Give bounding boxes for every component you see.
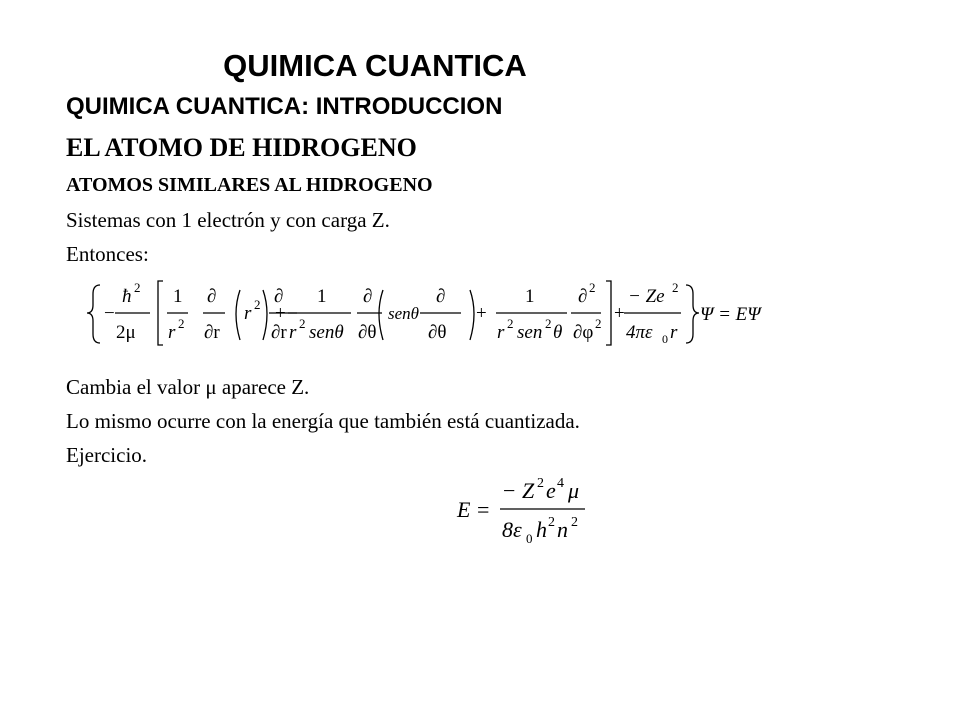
svg-text:−: − xyxy=(104,303,115,324)
svg-text:2: 2 xyxy=(507,316,514,331)
svg-text:+: + xyxy=(275,303,286,324)
paragraph-electron-charge: Sistemas con 1 electrón y con carga Z. xyxy=(66,208,390,232)
slide-subtitle: QUIMICA CUANTICA: INTRODUCCION xyxy=(66,93,503,120)
svg-text:2: 2 xyxy=(545,316,552,331)
svg-text:2: 2 xyxy=(299,316,306,331)
svg-text:∂r: ∂r xyxy=(204,322,220,343)
svg-text:senθ: senθ xyxy=(309,322,344,343)
svg-text:1: 1 xyxy=(317,286,327,307)
svg-text:4: 4 xyxy=(557,476,564,491)
svg-text:∂: ∂ xyxy=(207,286,217,307)
slide-title: QUIMICA CUANTICA xyxy=(223,48,527,83)
svg-text:e: e xyxy=(546,478,556,503)
svg-text:2: 2 xyxy=(178,316,185,331)
svg-text:∂: ∂ xyxy=(436,286,446,307)
svg-text:r: r xyxy=(244,303,252,324)
svg-text:0: 0 xyxy=(662,332,668,346)
svg-text:∂: ∂ xyxy=(363,286,373,307)
svg-text:senθ: senθ xyxy=(388,304,420,323)
svg-text:μ: μ xyxy=(568,478,580,503)
svg-text:∂θ: ∂θ xyxy=(358,322,377,343)
svg-text:0: 0 xyxy=(526,531,533,546)
svg-text:1: 1 xyxy=(173,286,183,307)
svg-text:+: + xyxy=(614,303,625,324)
svg-text:E: E xyxy=(457,497,471,522)
svg-text:h: h xyxy=(536,517,547,542)
svg-text:r: r xyxy=(497,322,505,343)
svg-text:2: 2 xyxy=(595,316,602,331)
svg-text:∂: ∂ xyxy=(578,286,588,307)
subsection-heading: ATOMOS SIMILARES AL HIDROGENO xyxy=(66,174,433,196)
svg-text:∂r: ∂r xyxy=(271,322,287,343)
svg-text:2: 2 xyxy=(571,515,578,530)
svg-text:θ: θ xyxy=(553,322,563,343)
svg-text:− Ze: − Ze xyxy=(628,286,665,307)
paragraph-energy-quantized: Lo mismo ocurre con la energía que también está cuantizada. xyxy=(66,409,580,433)
svg-text:r: r xyxy=(289,322,297,343)
svg-text:∂θ: ∂θ xyxy=(428,322,447,343)
svg-text:+: + xyxy=(476,303,487,324)
svg-text:2: 2 xyxy=(548,515,555,530)
svg-text:sen: sen xyxy=(517,322,543,343)
svg-text:2μ: 2μ xyxy=(116,322,136,343)
svg-text:2: 2 xyxy=(537,476,544,491)
svg-text:2: 2 xyxy=(672,280,679,295)
svg-text:∂: ∂ xyxy=(274,286,284,307)
svg-text:8ε: 8ε xyxy=(502,517,522,542)
svg-text:=: = xyxy=(477,497,490,522)
svg-text:∂φ: ∂φ xyxy=(573,322,594,343)
svg-text:1: 1 xyxy=(525,286,535,307)
section-heading: EL ATOMO DE HIDROGENO xyxy=(66,133,417,162)
svg-text:2: 2 xyxy=(254,297,261,312)
svg-text:2: 2 xyxy=(589,280,596,295)
svg-text:2: 2 xyxy=(134,280,141,295)
svg-text:Z: Z xyxy=(522,478,535,503)
paragraph-mu-change: Cambia el valor μ aparece Z. xyxy=(66,375,310,399)
paragraph-entonces: Entonces: xyxy=(66,242,149,266)
svg-text:4πε: 4πε xyxy=(626,322,653,343)
svg-text:n: n xyxy=(557,517,568,542)
svg-text:r: r xyxy=(168,322,176,343)
svg-text:Ψ = EΨ: Ψ = EΨ xyxy=(700,304,761,325)
svg-text:−: − xyxy=(503,478,516,503)
paragraph-ejercicio: Ejercicio. xyxy=(66,443,148,467)
svg-text:r: r xyxy=(670,322,678,343)
svg-text:ħ: ħ xyxy=(122,286,132,307)
